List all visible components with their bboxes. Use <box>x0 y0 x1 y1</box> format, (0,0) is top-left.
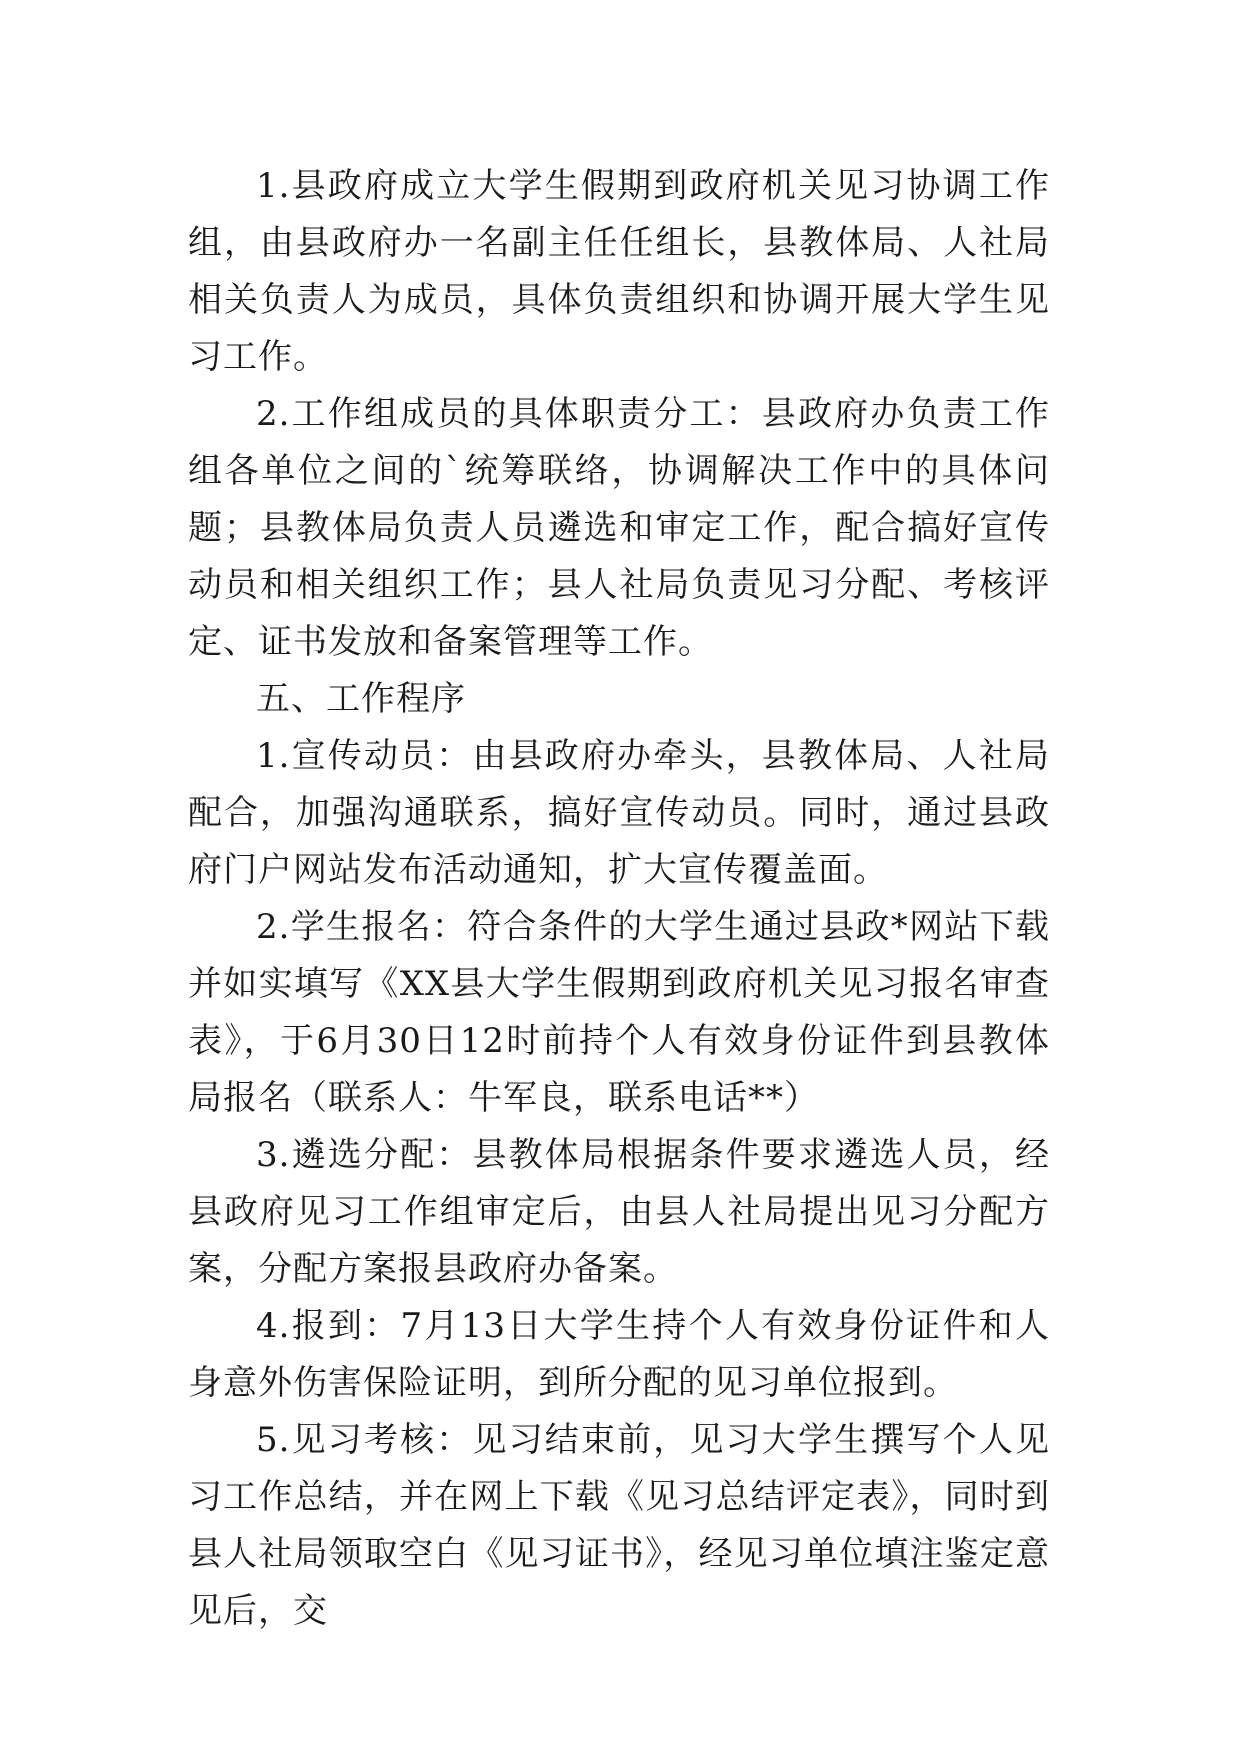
paragraph-selection: 3.遴选分配：县教体局根据条件要求遴选人员，经县政府见习工作组审定后，由县人社局提出见习分配方案，分配方案报县政府办备案。 <box>188 1135 1050 1289</box>
paragraph-duties: 2.工作组成员的具体职责分工：县政府办负责工作组各单位之间的`统筹联络，协调解决工作中的具体问题；县教体局负责人员遴选和审定工作，配合搞好宣传动员和相关组织工作；县人社局负责见习分配、考核评定、证书发放和备案管理等工作。 <box>188 394 1050 662</box>
section-heading-work-procedure: 五、工作程序 <box>256 679 466 719</box>
document-body <box>188 158 1050 1640</box>
paragraph-assessment: 5.见习考核：见习结束前，见习大学生撰写个人见习工作总结，并在网上下载《见习总结评定表》，同时到县人社局领取空白《见习证书》，经见习单位填注鉴定意见后，交 <box>188 1420 1050 1631</box>
paragraph-registration: 2.学生报名：符合条件的大学生通过县政*网站下载并如实填写《XX县大学生假期到政府机关见习报名审查表》，于6月30日12时前持个人有效身份证件到县教体局报名（联系人：牛军良，联系电话**） <box>188 907 1050 1118</box>
paragraph-report: 4.报到：7月13日大学生持个人有效身份证件和人身意外伤害保险证明，到所分配的见习单位报到。 <box>188 1306 1050 1403</box>
paragraph-work-group: 1.县政府成立大学生假期到政府机关见习协调工作组，由县政府办一名副主任任组长，县教体局、人社局相关负责人为成员，具体负责组织和协调开展大学生见习工作。 <box>188 166 1050 377</box>
paragraph-publicity: 1.宣传动员：由县政府办牵头，县教体局、人社局配合，加强沟通联系，搞好宣传动员。同时，通过县政府门户网站发布活动通知，扩大宣传覆盖面。 <box>188 736 1050 890</box>
